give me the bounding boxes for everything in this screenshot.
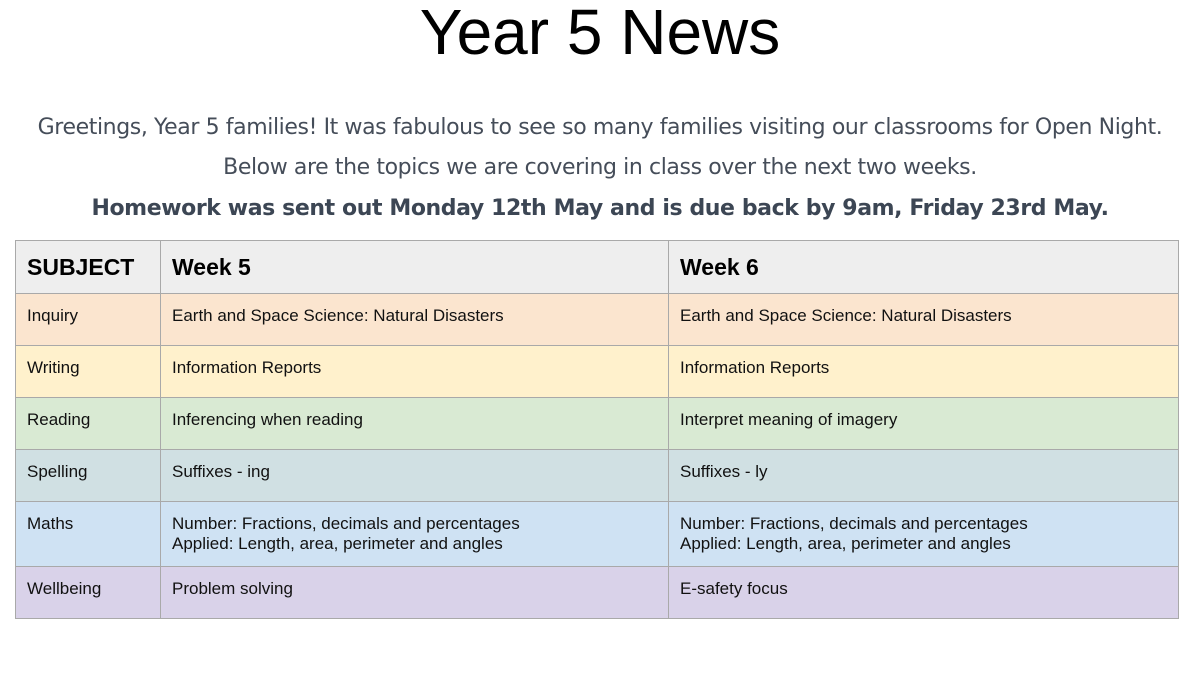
subject-cell: Maths: [16, 502, 161, 567]
table-row-reading: [16, 398, 1179, 450]
week5-cell: [161, 502, 669, 567]
topics-table: [15, 240, 1179, 619]
table-header-row: [16, 241, 1179, 294]
week5-cell: [161, 450, 669, 502]
cell-text: Inferencing when reading: [172, 410, 363, 429]
header-week-6: Week 6: [669, 241, 1179, 294]
subject-cell: Wellbeing: [16, 567, 161, 619]
subject-cell: Spelling: [16, 450, 161, 502]
cell-text: Number: Fractions, decimals and percentages: [172, 514, 520, 533]
cell-text: Suffixes - ing: [172, 462, 270, 481]
week5-cell: [161, 294, 669, 346]
cell-text: Earth and Space Science: Natural Disasters: [680, 306, 1012, 325]
cell-text: Information Reports: [172, 358, 322, 377]
week6-cell: [669, 450, 1179, 502]
intro-topics: Below are the topics we are covering in class over the next two weeks.: [223, 155, 977, 180]
cell-text: E-safety focus: [680, 579, 788, 598]
header-subject: SUBJECT: [16, 241, 161, 294]
week5-cell: [161, 346, 669, 398]
cell-text: Applied: Length, area, perimeter and angles: [172, 534, 503, 553]
week6-cell: [669, 502, 1179, 567]
cell-text: Applied: Length, area, perimeter and angles: [680, 534, 1011, 553]
intro-greeting: Greetings, Year 5 families! It was fabulous to see so many families visiting our classrooms for Open Night.: [37, 115, 1163, 140]
week6-cell: [669, 398, 1179, 450]
week6-cell: [669, 294, 1179, 346]
week5-cell: [161, 398, 669, 450]
table-row-wellbeing: [16, 567, 1179, 619]
cell-text: Problem solving: [172, 579, 293, 598]
page-title: Year 5 News: [419, 0, 781, 68]
table-row-maths: [16, 502, 1179, 567]
table-row-inquiry: [16, 294, 1179, 346]
cell-text: Interpret meaning of imagery: [680, 410, 898, 429]
week5-cell: [161, 567, 669, 619]
subject-cell: Inquiry: [16, 294, 161, 346]
subject-cell: Writing: [16, 346, 161, 398]
cell-text: Earth and Space Science: Natural Disasters: [172, 306, 504, 325]
table-row-spelling: [16, 450, 1179, 502]
cell-text: Information Reports: [680, 358, 830, 377]
cell-text: Number: Fractions, decimals and percentages: [680, 514, 1028, 533]
header-week-5: Week 5: [161, 241, 669, 294]
week6-cell: [669, 346, 1179, 398]
cell-text: Suffixes - ly: [680, 462, 768, 481]
subject-cell: Reading: [16, 398, 161, 450]
table-row-writing: [16, 346, 1179, 398]
intro-homework: Homework was sent out Monday 12th May and is due back by 9am, Friday 23rd May.: [91, 196, 1109, 221]
week6-cell: [669, 567, 1179, 619]
